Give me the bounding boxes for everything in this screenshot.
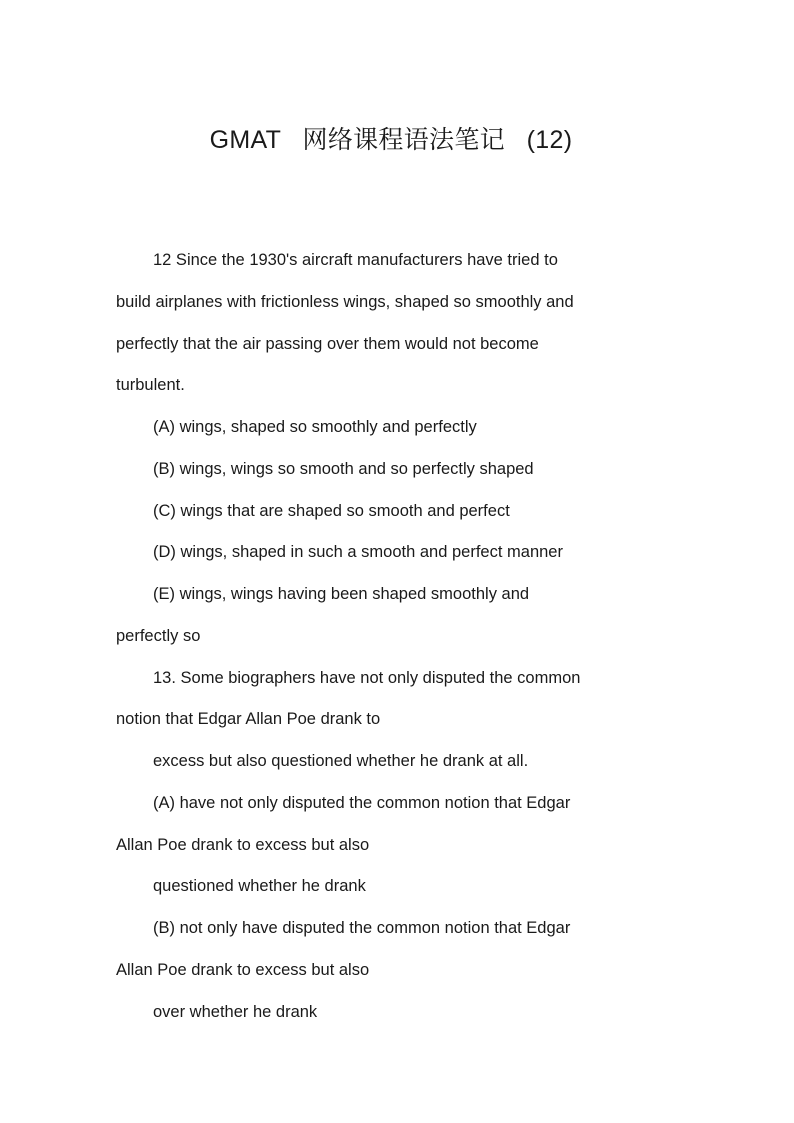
text-line: perfectly that the air passing over them would not become: [116, 334, 539, 353]
answer-option: (A) wings, shaped so smoothly and perfectly: [153, 418, 477, 436]
text-line: over whether he drank: [153, 1002, 318, 1021]
answer-option: (C) wings that are shaped so smooth and perfect: [153, 501, 510, 520]
text-line: 12 Since the 1930's aircraft manufacturers have tried to: [153, 251, 558, 269]
text-line: notion that Edgar Allan Poe drank to: [116, 710, 381, 729]
text-line: perfectly so: [116, 626, 201, 645]
document-body: [116, 240, 616, 1033]
answer-option: (D) wings, shaped in such a smooth and perfect manner: [153, 543, 563, 562]
answer-option: (E) wings, wings having been shaped smoothly and: [153, 585, 530, 603]
text-line: questioned whether he drank: [153, 877, 366, 896]
text-line: Allan Poe drank to excess but also: [116, 835, 370, 854]
answer-option: (B) not only have disputed the common notion that Edgar: [153, 919, 571, 937]
text-line: build airplanes with frictionless wings, shaped so smoothly and: [116, 292, 574, 311]
answer-option: (A) have not only disputed the common notion that Edgar: [153, 793, 571, 812]
text-line: Allan Poe drank to excess but also: [116, 960, 370, 979]
document-title: GMAT 网络课程语法笔记 (12): [209, 126, 573, 154]
text-line: 13. Some biographers have not only disputed the common: [153, 668, 581, 687]
text-line: turbulent.: [116, 376, 185, 395]
text-line: excess but also questioned whether he drank at all.: [153, 752, 529, 770]
answer-option: (B) wings, wings so smooth and so perfectly shaped: [153, 459, 534, 478]
